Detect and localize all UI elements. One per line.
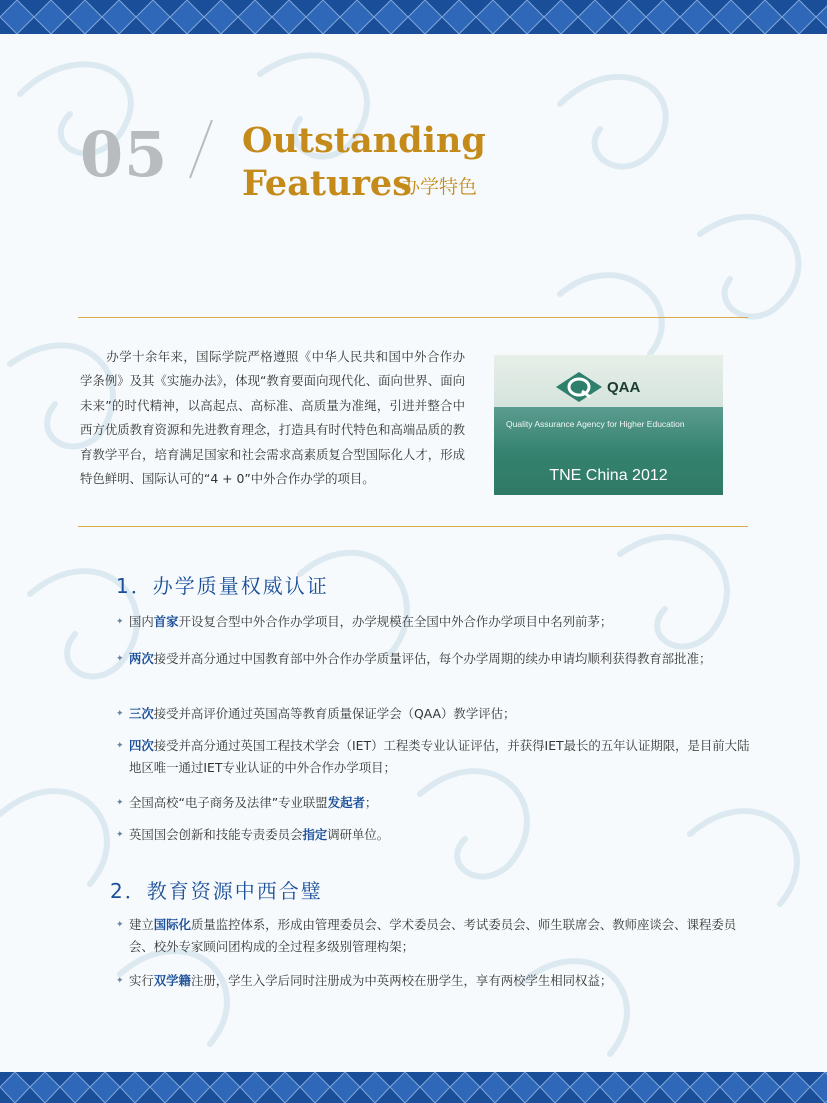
bullet-icon: ✦: [116, 741, 124, 751]
top-decorative-band: [0, 0, 827, 34]
bullet-icon: ✦: [116, 920, 124, 930]
list-item: 三次接受并高评价通过英国高等教育质量保证学会（QAA）教学评估；: [129, 706, 516, 721]
bullet-icon: ✦: [116, 617, 124, 627]
title-english-line1: Outstanding: [242, 120, 486, 161]
qaa-agency-name: Quality Assurance Agency for Higher Education: [506, 419, 685, 429]
divider-bottom: [78, 526, 748, 527]
title-slash-divider: [186, 118, 216, 180]
list-item: 全国高校“电子商务及法律”专业联盟发起者；: [129, 795, 378, 810]
intro-paragraph: [80, 345, 465, 491]
qaa-name: QAA: [607, 379, 641, 396]
divider-top: [78, 317, 748, 318]
qaa-certificate-image: [494, 355, 723, 495]
bullet-icon: ✦: [116, 830, 124, 840]
title-english-line2: Features: [242, 163, 412, 204]
section2-heading: 2．教育资源中西合璧: [110, 879, 323, 903]
bullet-icon: ✦: [116, 709, 124, 719]
bottom-decorative-band: [0, 1072, 827, 1103]
list-item: 英国国会创新和技能专责委员会指定调研单位。: [129, 827, 390, 842]
bullet-icon: ✦: [116, 976, 124, 986]
intro-text: 办学十余年来，国际学院严格遵照《中华人民共和国中外合作办学条例》及其《实施办法》，体现“教育要面向现代化、面向世界、面向未来”的时代精神，以高起点、高标准、高质量为准绳，引进并整合中西方优质教育资源和先进教育理念，打造具有时代特色和高端品质的教育教学平台，培育满足国家和社会需求高素质复合型国际化人才，形成特色鲜明、国际认可的“4 + 0”中外合作办学的项目。: [80, 349, 465, 487]
bullet-icon: ✦: [116, 654, 124, 664]
list-item: 建立国际化质量监控体系，形成由管理委员会、学术委员会、考试委员会、师生联席会、教师座谈会、课程委员会、校外专家顾问团构成的全过程多级别管理构架；: [129, 917, 737, 954]
qaa-q-logo-icon: [554, 370, 604, 404]
section-number: 05: [80, 118, 169, 191]
bullet-icon: ✦: [116, 798, 124, 808]
list-item: 国内首家开设复合型中外合作办学项目，办学规模在全国中外合作办学项目中名列前茅；: [129, 614, 613, 629]
list-item: 四次接受并高分通过英国工程技术学会（IET）工程类专业认证评估，并获得IET最长的五年认证期限，是目前大陆地区唯一通过IET专业认证的中外合作办学项目；: [129, 738, 750, 775]
list-item: 实行双学籍注册，学生入学后同时注册成为中英两校在册学生，享有两校学生相同权益；: [129, 973, 613, 988]
qaa-caption: TNE China 2012: [549, 467, 668, 484]
list-item: 两次接受并高分通过中国教育部中外合作办学质量评估，每个办学周期的续办申请均顺利获得教育部批准；: [129, 651, 712, 666]
section1-heading: 1．办学质量权威认证: [116, 574, 329, 598]
title-chinese: 办学特色: [401, 176, 478, 198]
